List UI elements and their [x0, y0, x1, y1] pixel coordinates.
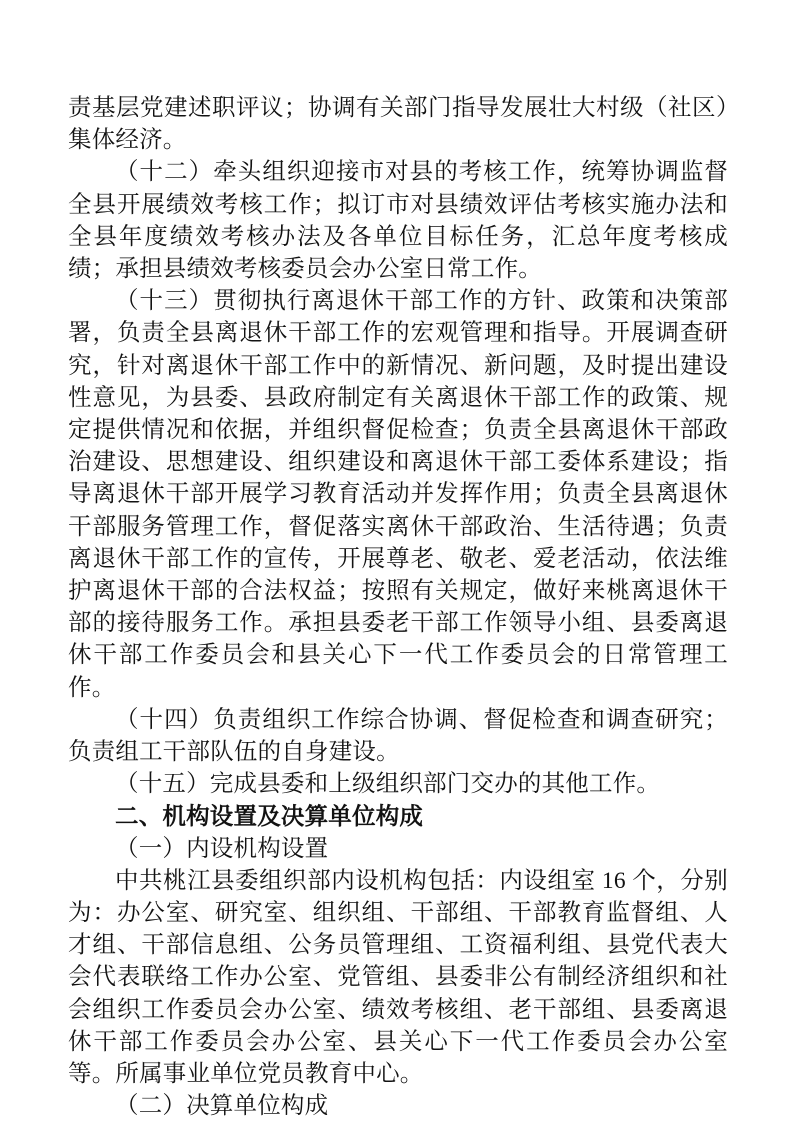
para-internal-organs-list: 中共桃江县委组织部内设机构包括：内设组室 16 个，分别为：办公室、研究室、组织组、干部组、干部教育监督组、人才组、干部信息组、公务员管理组、工资福利组、县党代表大会代表联络工作办公室、党管组、县委非公有制经济组织和社会组织工作委员会办公室、绩效考核组、老干部组、县委离退休干部工作委员会办公室、县关心下一代工作委员会办公室等。所属事业单位党员教育中心。 [68, 867, 728, 1088]
para-continuation: 责基层党建述职评议；协调有关部门指导发展壮大村级（社区）集体经济。 [68, 95, 728, 154]
para-item-14: （十四）负责组织工作综合协调、督促检查和调查研究；负责组工干部队伍的自身建设。 [68, 706, 728, 766]
section-heading-organization-setup: 二、机构设置及决算单位构成 [115, 803, 424, 830]
para-item-15: （十五）完成县委和上级组织部门交办的其他工作。 [115, 771, 661, 798]
subsection-heading-internal-organs: （一）内设机构设置 [115, 835, 329, 862]
subsection-heading-final-accounts-units: （二）决算单位构成 [115, 1093, 329, 1120]
document-body [68, 92, 728, 1122]
para-item-12: （十二）牵头组织迎接市对县的考核工作，统筹协调监督全县开展绩效考核工作；拟订市对县绩效评估考核实施办法和全县年度绩效考核办法及各单位目标任务，汇总年度考核成绩；承担县绩效考核委员会办公室日常工作。 [68, 159, 728, 283]
para-item-13: （十三）贯彻执行离退休干部工作的方针、政策和决策部署，负责全县离退休干部工作的宏观管理和指导。开展调查研究，针对离退休干部工作中的新情况、新问题，及时提出建设性意见，为县委、县政府制定有关离退休干部工作的政策、规定提供情况和依据，并组织督促检查；负责全县离退休干部政治建设、思想建设、组织建设和离退休干部工委体系建设；指导离退休干部开展学习教育活动并发挥作用；负责全县离退休干部服务管理工作，督促落实离休干部政治、生活待遇；负责离退休干部工作的宣传，开展尊老、敬老、爱老活动，依法维护离退休干部的合法权益；按照有关规定，做好来桃离退休干部的接待服务工作。承担县委老干部工作领导小组、县委离退休干部工作委员会和县关心下一代工作委员会的日常管理工作。 [68, 288, 728, 701]
